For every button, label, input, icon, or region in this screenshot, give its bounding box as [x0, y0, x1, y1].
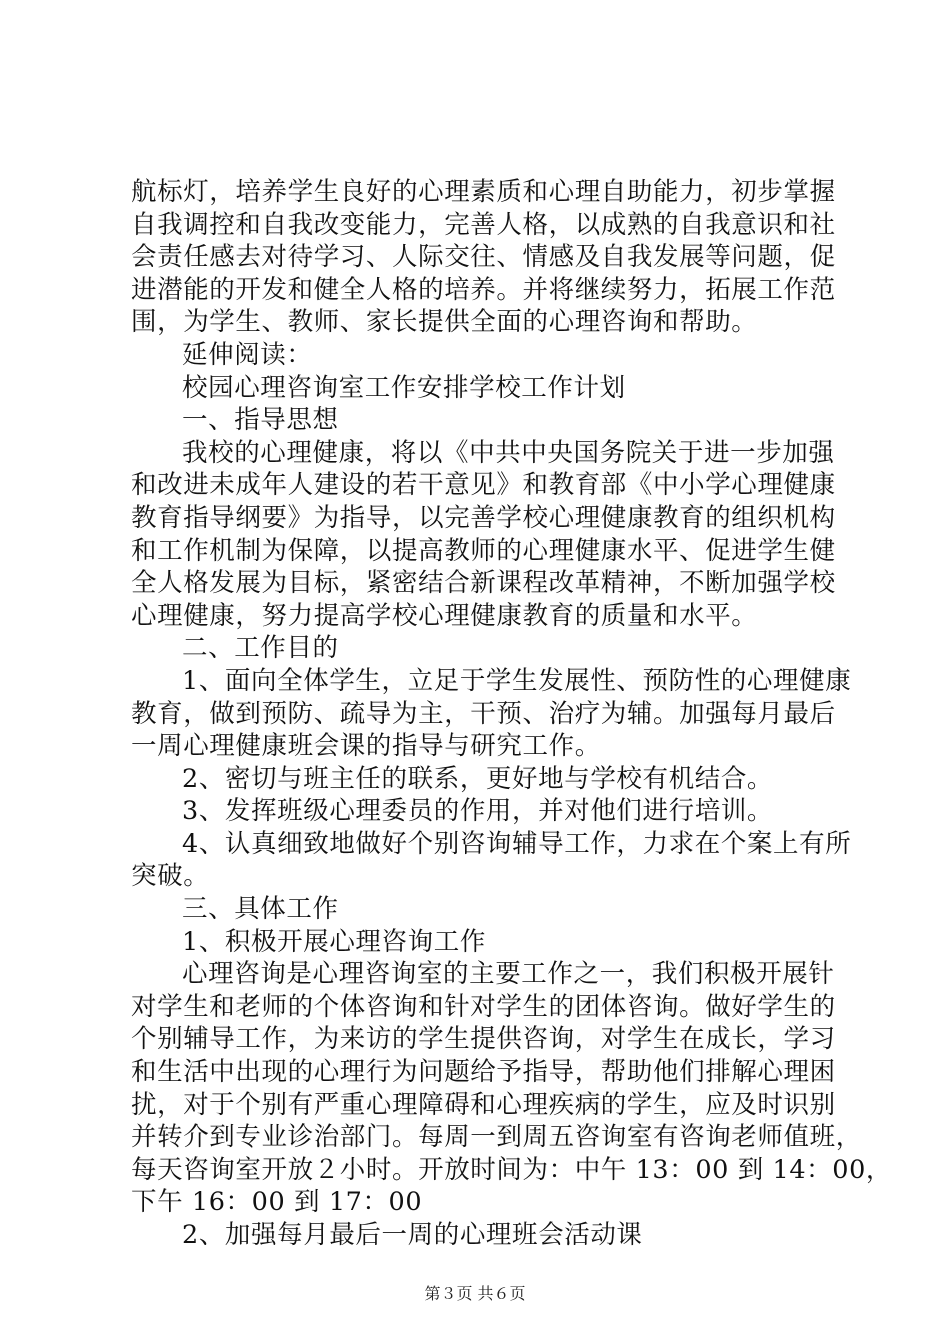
paragraph-line: 扰，对于个别有严重心理障碍和心理疾病的学生，应及时识别: [131, 1089, 836, 1120]
list-item-line: 1、面向全体学生，立足于学生发展性、预防性的心理健康: [182, 665, 852, 696]
list-item-line: 一周心理健康班会课的指导与研究工作。: [131, 731, 601, 762]
paragraph-line: 个别辅导工作，为来访的学生提供咨询，对学生在成长，学习: [131, 1024, 836, 1055]
paragraph-line: 每天咨询室开放２小时。开放时间为：中午 13：00 到 14：00，: [131, 1154, 893, 1185]
paragraph-line: 和工作机制为保障，以提高教师的心理健康水平、促进学生健: [131, 535, 836, 566]
paragraph-line: 自我调控和自我改变能力，完善人格，以成熟的自我意识和社: [131, 209, 836, 240]
paragraph-line: 全人格发展为目标，紧密结合新课程改革精神，不断加强学校: [131, 568, 836, 599]
paragraph-line: 会责任感去对待学习、人际交往、情感及自我发展等问题，促: [131, 242, 836, 273]
list-item-line: 3、发挥班级心理委员的作用，并对他们进行培训。: [182, 796, 774, 827]
heading-work-objectives: 二、工作目的: [182, 633, 339, 664]
section-title: 校园心理咨询室工作安排学校工作计划: [182, 372, 626, 403]
list-item-line: 突破。: [131, 861, 210, 892]
list-item-line: 教育，做到预防、疏导为主，干预、治疗为辅。加强每月最后: [131, 698, 836, 729]
list-item-line: 4、认真细致地做好个别咨询辅导工作，力求在个案上有所: [182, 828, 852, 859]
extended-reading-label: 延伸阅读：: [182, 339, 313, 370]
paragraph-line: 和改进未成年人建设的若干意见》和教育部《中小学心理健康: [131, 470, 836, 501]
list-item-line: 2、密切与班主任的联系，更好地与学校有机结合。: [182, 763, 774, 794]
heading-specific-work: 三、具体工作: [182, 894, 339, 925]
heading-guiding-ideology: 一、指导思想: [182, 405, 339, 436]
document-body: [131, 176, 893, 1252]
paragraph-line: 对学生和老师的个体咨询和针对学生的团体咨询。做好学生的: [131, 991, 836, 1022]
paragraph-line: 并转介到专业诊治部门。每周一到周五咨询室有咨询老师值班，: [131, 1122, 862, 1153]
page-number-label: 第３页 共６页: [424, 1284, 526, 1303]
paragraph-line: 进潜能的开发和健全人格的培养。并将继续努力，拓展工作范: [131, 274, 836, 305]
paragraph-line: 教育指导纲要》为指导，以完善学校心理健康教育的组织机构: [131, 502, 836, 533]
paragraph-line: 心理咨询是心理咨询室的主要工作之一，我们积极开展针: [182, 959, 835, 990]
paragraph-line: 心理健康，努力提高学校心理健康教育的质量和水平。: [131, 600, 758, 631]
paragraph-line: 我校的心理健康，将以《中共中央国务院关于进一步加强: [182, 437, 835, 468]
subheading-counseling: 1、积极开展心理咨询工作: [182, 926, 486, 957]
page-footer: [0, 1284, 950, 1304]
paragraph-line: 围，为学生、教师、家长提供全面的心理咨询和帮助。: [131, 307, 758, 338]
paragraph-line: 和生活中出现的心理行为问题给予指导，帮助他们排解心理困: [131, 1057, 836, 1088]
subheading-class-meeting: 2、加强每月最后一周的心理班会活动课: [182, 1220, 643, 1250]
paragraph-line: 航标灯，培养学生良好的心理素质和心理自助能力，初步掌握: [131, 177, 836, 207]
paragraph-line: 下午 16：00 到 17：00: [131, 1187, 423, 1218]
